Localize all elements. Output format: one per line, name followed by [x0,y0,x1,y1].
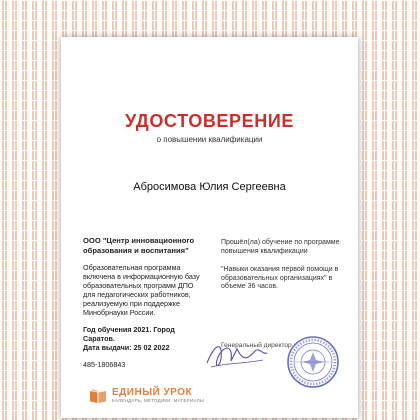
issue-date-line [83,343,205,352]
brand-name: ЕДИНЫЙ УРОК [112,387,193,398]
organization-name: ООО "Центр инновационного образования и воспитания" [83,236,195,255]
open-book-icon [89,388,107,404]
stamp-seal-icon [286,335,340,389]
year-city: Год обучения 2021. Город Саратов. [83,325,175,344]
certificate-sheet [61,37,358,418]
director-label: Генеральный директор [221,342,292,349]
completion-details [221,239,345,292]
issue-date-label: Дата выдачи: [83,343,132,353]
completion-text: Прошёл(ла) обучение по программе повышения квалификации [221,239,340,255]
course-title: "Навыки оказания первой помощи в образовательных организациях" в объеме 36 часов. [221,266,339,291]
certificate-subtitle: о повышении квалификации [156,135,263,144]
program-note: Образовательная программа включена в информационную базу образовательных программ ДПО для педагогических работников, реализуемую при поддержке Минобрнауки России. [83,263,200,318]
recipient-name: Абросимова Юлия Сергеевна [133,181,286,193]
brand-tagline: КАЛЕНДАРЬ, МЕТОДИКИ, МАТЕРИАЛЫ [112,398,205,403]
issuer-details [83,236,205,369]
certificate-title: УДОСТОВЕРЕНИЕ [125,111,294,131]
brand-logo [89,387,204,404]
signature-icon [201,333,271,377]
registration-number: 485-1806843 [83,360,126,370]
issue-date: 25 02 2022 [133,343,170,353]
